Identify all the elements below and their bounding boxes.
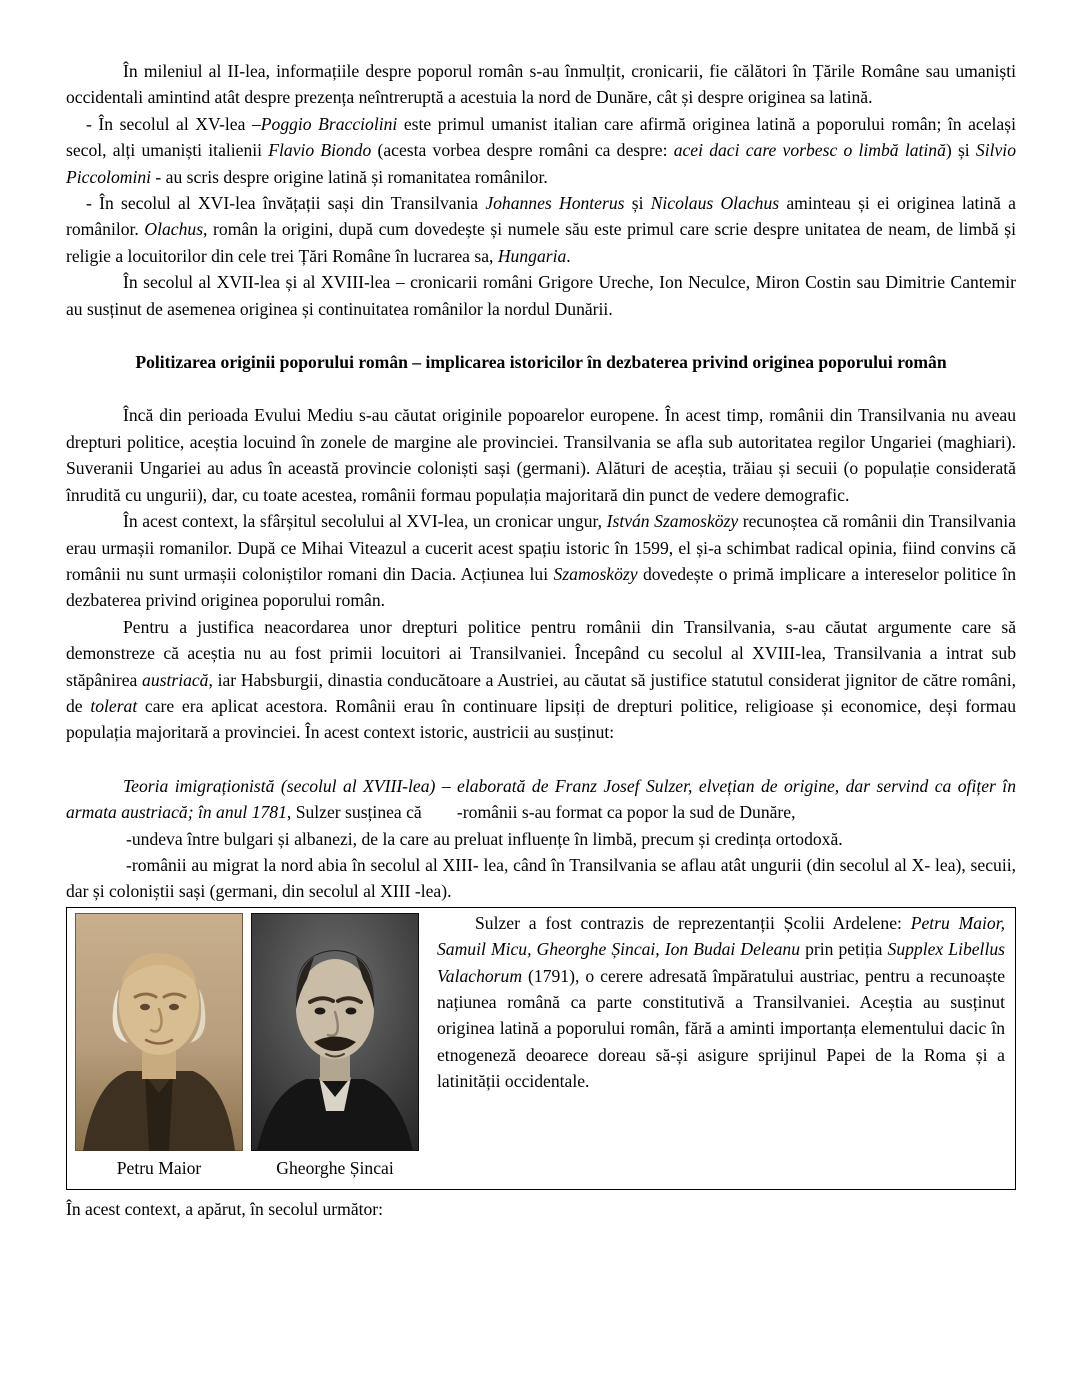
text-run: .	[566, 245, 571, 266]
text-run: recunoștea că românii din Transilvania erau urmașii romanilor. După ce Mihai Viteazul a cucerit acest spațiu istoric în 1599, el și-a schimbat radical opinia, fiind convins că românii nu sunt urmașii coloniștilor romani din Dacia. Acțiunea lui	[66, 511, 1016, 584]
text-run: ) și	[945, 140, 976, 161]
text-run: prin petiția	[800, 939, 888, 960]
paragraph	[66, 826, 1016, 852]
italic-text-run: Olachus	[144, 219, 204, 240]
italic-text-run: Hungaria	[497, 245, 567, 266]
text-run: aminteau și ei originea latină a românilor.	[66, 193, 1016, 240]
text-run: Pentru a justifica neacordarea unor drepturi politice pentru românii din Transilvania, s-au căutat argumente care să demonstreze că aceștia nu au fost primii locuitori ai Transilvaniei. Începând cu secolul al XVIII-lea, Transilvania a intrat sub stăpânirea	[66, 616, 1016, 690]
closing-line: În acest context, a apărut, în secolul următor:	[66, 1199, 384, 1220]
italic-text-run: Nicolaus Olachus	[650, 193, 780, 214]
italic-text-run: Johannes Honterus	[485, 193, 625, 214]
paragraph	[66, 190, 1016, 269]
scholars-box	[66, 907, 1016, 1190]
box-text-column	[429, 908, 1015, 1189]
figure-caption-petru-maior: Petru Maior	[116, 1157, 202, 1178]
text-run: - au scris despre origine latină și romanitatea românilor.	[151, 166, 548, 187]
paragraph	[66, 269, 1016, 322]
text-run: -undeva între bulgari și albanezi, de la care au preluat influențe în limbă, precum și credința ortodoxă.	[126, 828, 843, 849]
petru-maior-portrait-image	[75, 913, 243, 1151]
paragraph	[66, 111, 1016, 190]
text-run: și	[624, 193, 651, 214]
text-run: În acest context, la sfârșitul secolului al XVI-lea, un cronicar ungur,	[123, 511, 607, 532]
italic-text-run: István Szamosközy	[606, 511, 739, 532]
paragraph	[66, 402, 1016, 508]
figure-caption-gheorghe-sincai: Gheorghe Șincai	[276, 1157, 394, 1178]
italic-text-run: Teoria imigraționistă (secolul al XVIII-lea) – elaborată de Franz Josef Sulzer, elvețian de origine, dar servind ca ofițer în armata austriacă; în anul 1781	[66, 775, 1016, 823]
text-run: Sulzer a fost contrazis de reprezentanții Școlii Ardelene:	[475, 912, 911, 933]
paragraph	[66, 58, 1016, 111]
text-run: (1791), o cerere adresată împăratului austriac, pentru a recunoaște națiunea română ca parte constitutivă a Transilvaniei. Aceștia au susținut originea latină a poporului român, fără a aminti importanța elementului dacic în etnogeneză deoarece doreau să-și asigure sprijinul Papei de la Roma și a latinității occidentale.	[437, 965, 1005, 1092]
paragraph	[66, 773, 1016, 826]
italic-text-run: austriacă	[142, 669, 209, 690]
paragraph	[66, 614, 1016, 746]
text-run: (acesta vorbea despre români ca despre:	[371, 140, 674, 161]
italic-text-run: Supplex Libellus Valachorum	[437, 939, 1005, 986]
text-run: este primul umanist italian care afirmă originea latină a poporului român; în același secol, alți umaniști italienii	[66, 113, 1016, 161]
text-run: În secolul al XVII-lea și al XVIII-lea – cronicarii români Grigore Ureche, Ion Neculce, Miron Costin sau Dimitrie Cantemir au susținut de asemenea originea și continuitatea românilor la nordul Dunării.	[66, 272, 1016, 319]
italic-text-run: tolerat	[90, 695, 138, 716]
section-heading: Politizarea originii poporului român – implicarea istoricilor în dezbaterea privind originea poporului român	[135, 352, 947, 373]
text-run: care era aplicat acestora. Românii erau în continuare lipsiți de drepturi politice, religioase și economice, deși formau populația majoritară a provinciei. În acest context istoric, austricii au susținut:	[66, 695, 1016, 743]
intro-section	[66, 58, 1016, 322]
gheorghe-sincai-portrait-image	[251, 913, 419, 1151]
paragraph	[437, 910, 1005, 1095]
italic-text-run: acei daci care vorbesc o limbă latină	[673, 140, 946, 161]
paragraph	[66, 852, 1016, 905]
portraits-row	[75, 913, 425, 1181]
italic-text-run: Szamosközy	[553, 563, 638, 584]
paragraph	[66, 508, 1016, 614]
figure-petru-maior	[75, 913, 243, 1181]
text-run: - În secolul al XVI-lea învățații sași din Transilvania	[86, 193, 486, 214]
figure-gheorghe-sincai	[251, 913, 419, 1181]
text-run: , român la origini, după cum dovedește și numele său este primul care scrie despre unitatea de neam, de limbă și religie a locuitorilor din cele trei Țări Române în lucrarea sa,	[66, 219, 1016, 266]
portraits-column	[67, 908, 429, 1189]
middle-section	[66, 402, 1016, 904]
italic-text-run: Flavio Biondo	[268, 140, 372, 161]
text-run: , Sulzer susținea că -românii s-au format ca popor la sud de Dunăre,	[286, 802, 796, 823]
text-run: - În secolul al XV-lea –	[86, 113, 261, 134]
italic-text-run: Silvio Piccolomini	[66, 140, 1016, 187]
text-run: , iar Habsburgii, dinastia conducătoare a Austriei, au căutat să justifice statutul considerat jignitor de către români, de	[66, 669, 1016, 716]
italic-text-run: Petru Maior, Samuil Micu, Gheorghe Șincai, Ion Budai Deleanu	[437, 912, 1006, 960]
italic-text-run: Poggio Bracciolini	[260, 113, 398, 134]
text-run: -românii au migrat la nord abia în secolul al XIII- lea, când în Transilvania se aflau atât ungurii (din secolul al X- lea), secuii, dar și coloniștii sași (germani, din secolul al XIII -lea).	[66, 854, 1016, 902]
text-run: În mileniul al II-lea, informațiile despre poporul român s-au înmulțit, cronicarii, fie călători în Țările Române sau umaniști occidentali amintind atât despre prezența neîntreruptă a acestuia la nord de Dunăre, cât și despre originea sa latină.	[66, 61, 1016, 108]
text-run: dovedește o primă implicare a intereselor politice în dezbaterea privind originea poporului român.	[66, 563, 1016, 611]
text-run: Încă din perioada Evului Mediu s-au căutat originile popoarelor europene. În acest timp, românii din Transilvania nu aveau drepturi politice, aceștia locuind în zonele de margine ale provinciei. Transilvania se afla sub autoritatea regilor Ungariei (maghiari). Suveranii Ungariei au adus în această provincie coloniști sași (germani). Alături de aceștia, trăiau și secuii (o populație considerată înrudită cu ungurii), dar, cu toate acestea, românii formau populația majoritară din punct de vedere demografic.	[66, 405, 1016, 505]
